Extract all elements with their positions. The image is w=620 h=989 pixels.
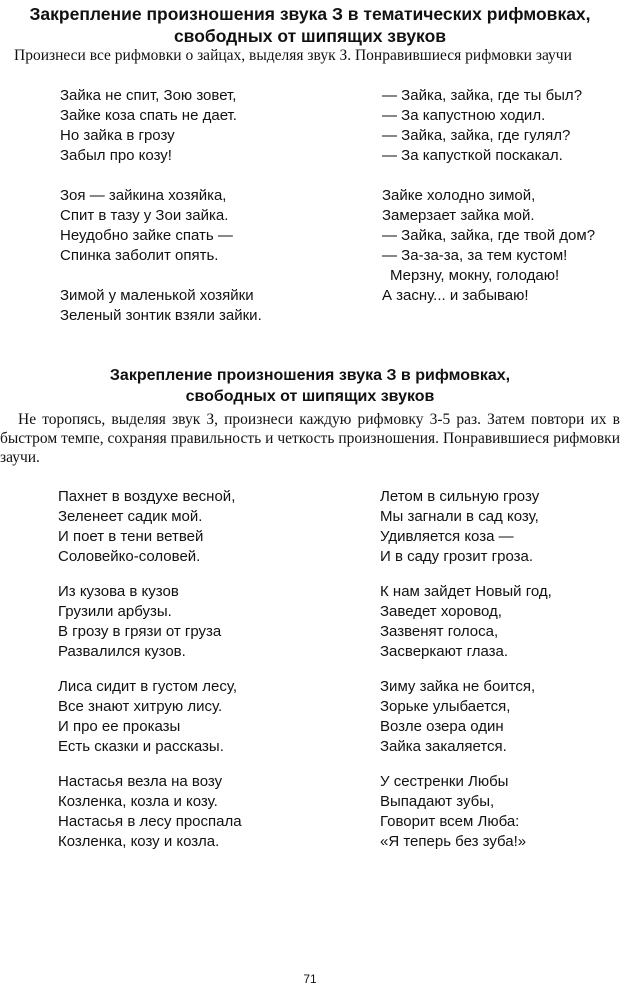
poem-line: Развалился кузов.: [58, 643, 186, 660]
section-1-instruction: Произнеси все рифмовки о зайцах, выделяя звук З. Понравившиеся рифмовки заучи: [14, 47, 572, 64]
section-2-title-line-1: Закрепление произношения звука З в рифмовках,: [109, 367, 511, 384]
section-2-title-line-2: свободных от шипящих звуков: [185, 388, 435, 405]
poem-line: Зайка не спит, Зою зовет,: [60, 87, 237, 104]
poem-line: Зиму зайка не боится,: [380, 678, 536, 695]
poem-line: Зеленый зонтик взяли зайки.: [60, 307, 262, 324]
poem-line: К нам зайдет Новый год,: [380, 583, 552, 600]
poem-stanza: [58, 582, 242, 662]
poem-line: Спинка заболит опять.: [60, 247, 219, 264]
poem-line: Возле озера один: [380, 718, 504, 735]
poem-line: Козленка, козла и козу.: [58, 793, 218, 810]
poem-line: Летом в сильную грозу: [380, 488, 540, 505]
section-2-instruction: Не торопясь, выделяя звук З, произнеси каждую рифмовку 3-5 раз. Затем повтори их в быстром темпе, сохраняя правильность и четкость произношения. Понравившиеся рифмовки заучи.: [0, 411, 620, 466]
poem-line: Зайка закаляется.: [380, 738, 507, 755]
poem-line: Спит в тазу у Зои зайка.: [60, 207, 229, 224]
section-2-title: [0, 365, 620, 407]
poem-line: — Зайка, зайка, где твой дом?: [382, 227, 596, 244]
poem-line: — За капусткой поскакал.: [382, 147, 563, 164]
poem-stanza: [58, 772, 242, 852]
poem-line: Зоя — зайкина хозяйка,: [60, 187, 227, 204]
poem-stanza: [60, 86, 262, 166]
poem-line: Засверкают глаза.: [380, 643, 509, 660]
poem-line: Зайке холодно зимой,: [382, 187, 536, 204]
section-2-right-column: [380, 487, 552, 852]
poem-line: Зазвенят голоса,: [380, 623, 499, 640]
poem-line: Из кузова в кузов: [58, 583, 179, 600]
poem-stanza: [382, 86, 595, 166]
section-1-title-line-2: свободных от шипящих звуков: [173, 26, 447, 46]
poem-line: Грузили арбузы.: [58, 603, 172, 620]
poem-line: Настасья везла на возу: [58, 773, 223, 790]
poem-line: И поет в тени ветвей: [58, 528, 204, 545]
section-1-left-column: [60, 86, 262, 326]
poem-line: Удивляется коза —: [380, 528, 514, 545]
poem-stanza: [380, 677, 552, 757]
poem-line: — Зайка, зайка, где гулял?: [382, 127, 571, 144]
poem-line: Замерзает зайка мой.: [382, 207, 535, 224]
poem-line: Неудобно зайке спать —: [60, 227, 233, 244]
poem-line: «Я теперь без зуба!»: [380, 833, 527, 850]
section-1-title: [0, 3, 620, 47]
section-1-right-column: [382, 86, 595, 306]
poem-line: Мерзну, мокну, голодаю!: [390, 267, 560, 284]
poem-line: Соловейко-соловей.: [58, 548, 201, 565]
poem-line: Пахнет в воздухе весной,: [58, 488, 236, 505]
poem-line: — За капустною ходил.: [382, 107, 546, 124]
poem-line: Мы загнали в сад козу,: [380, 508, 539, 525]
poem-line: Забыл про козу!: [60, 147, 172, 164]
poem-line: Говорит всем Люба:: [380, 813, 520, 830]
page-number: 71: [303, 972, 317, 986]
poem-line: Зеленеет садик мой.: [58, 508, 203, 525]
poem-line: В грозу в грязи от груза: [58, 623, 222, 640]
poem-line: Зайке коза спать не дает.: [60, 107, 237, 124]
poem-line: Лиса сидит в густом лесу,: [58, 678, 238, 695]
poem-line: Козленка, козу и козла.: [58, 833, 220, 850]
poem-line: Есть сказки и рассказы.: [58, 738, 224, 755]
poem-stanza: [58, 487, 242, 567]
poem-line: — За-за-за, за тем кустом!: [382, 247, 568, 264]
poem-stanza: [58, 677, 242, 757]
poem-line: Выпадают зубы,: [380, 793, 495, 810]
poem-line: Настасья в лесу проспала: [58, 813, 242, 830]
poem-line: А засну... и забываю!: [382, 287, 529, 304]
poem-line: Зорьке улыбается,: [380, 698, 511, 715]
poem-stanza: [60, 186, 262, 266]
poem-stanza: [380, 487, 552, 567]
poem-line: Но зайка в грозу: [60, 127, 175, 144]
poem-line: У сестренки Любы: [380, 773, 509, 790]
poem-line: Все знают хитрую лису.: [58, 698, 223, 715]
poem-stanza: [382, 186, 595, 306]
poem-line: Заведет хоровод,: [380, 603, 502, 620]
poem-stanza: [380, 582, 552, 662]
poem-line: И в саду грозит гроза.: [380, 548, 534, 565]
section-1-title-line-1: Закрепление произношения звука З в тематических рифмовках,: [29, 4, 591, 24]
poem-line: Зимой у маленькой хозяйки: [60, 287, 254, 304]
poem-stanza: [60, 286, 262, 326]
poem-line: И про ее проказы: [58, 718, 181, 735]
section-2-left-column: [58, 487, 242, 852]
poem-stanza: [380, 772, 552, 852]
poem-line: — Зайка, зайка, где ты был?: [382, 87, 583, 104]
